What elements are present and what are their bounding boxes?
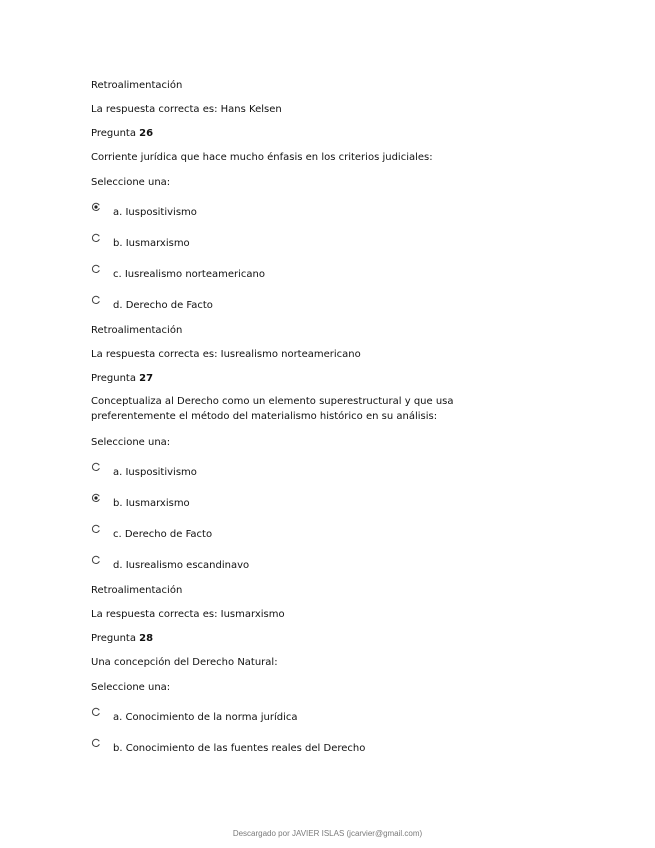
correct-answer-q27: La respuesta correcta es: Iusmarxismo xyxy=(91,609,285,620)
option-label: a. Iuspositivismo xyxy=(113,467,197,478)
option-label: a. Iuspositivismo xyxy=(113,207,197,218)
radio-unchecked-icon[interactable] xyxy=(91,462,101,472)
download-footer: Descargado por JAVIER ISLAS (jcarvier@gmail.com) xyxy=(232,829,423,838)
correct-answer-q26: La respuesta correcta es: Iusrealismo norteamericano xyxy=(91,349,361,360)
option-q26-b[interactable] xyxy=(91,235,391,251)
question-label: Pregunta xyxy=(91,128,136,139)
option-q26-a[interactable] xyxy=(91,204,391,220)
option-q27-d[interactable] xyxy=(91,557,391,573)
question-label: Pregunta xyxy=(91,373,136,384)
feedback-label-q25: Retroalimentación xyxy=(91,80,183,91)
option-label: b. Iusmarxismo xyxy=(113,238,190,249)
option-label: b. Iusmarxismo xyxy=(113,498,190,509)
radio-unchecked-icon[interactable] xyxy=(91,524,101,534)
radio-checked-icon[interactable] xyxy=(91,493,101,503)
radio-checked-icon[interactable] xyxy=(91,202,101,212)
option-label: b. Conocimiento de las fuentes reales del Derecho xyxy=(113,743,366,754)
option-q26-d[interactable] xyxy=(91,297,391,313)
radio-unchecked-icon[interactable] xyxy=(91,555,101,565)
radio-unchecked-icon[interactable] xyxy=(91,233,101,243)
option-q28-b[interactable] xyxy=(91,740,391,756)
radio-unchecked-icon[interactable] xyxy=(91,264,101,274)
feedback-label-q26: Retroalimentación xyxy=(91,325,183,336)
radio-unchecked-icon[interactable] xyxy=(91,738,101,748)
option-label: c. Iusrealismo norteamericano xyxy=(113,269,265,280)
question-number: 28 xyxy=(139,633,154,644)
option-label: d. Iusrealismo escandinavo xyxy=(113,560,250,571)
option-q27-a[interactable] xyxy=(91,464,391,480)
question-number: 27 xyxy=(139,373,154,384)
question-header-q27 xyxy=(91,372,153,385)
correct-answer-q25: La respuesta correcta es: Hans Kelsen xyxy=(91,104,282,115)
select-prompt-q26: Seleccione una: xyxy=(91,177,171,188)
feedback-label-q27: Retroalimentación xyxy=(91,585,183,596)
select-prompt-q28: Seleccione una: xyxy=(91,682,171,693)
option-q27-b[interactable] xyxy=(91,495,391,511)
option-label: a. Conocimiento de la norma jurídica xyxy=(113,712,298,723)
option-label: c. Derecho de Facto xyxy=(113,529,213,540)
option-label: d. Derecho de Facto xyxy=(113,300,213,311)
option-q26-c[interactable] xyxy=(91,266,391,282)
question-text-q27: Conceptualiza al Derecho como un elemento superestructural y que usa preferentemente el método del materialismo histórico en su análisis: xyxy=(91,396,454,422)
question-header-q26 xyxy=(91,127,153,140)
select-prompt-q27: Seleccione una: xyxy=(91,437,171,448)
question-label: Pregunta xyxy=(91,633,136,644)
question-header-q28 xyxy=(91,632,153,645)
option-q27-c[interactable] xyxy=(91,526,391,542)
radio-unchecked-icon[interactable] xyxy=(91,295,101,305)
question-text-q28: Una concepción del Derecho Natural: xyxy=(91,657,278,668)
radio-unchecked-icon[interactable] xyxy=(91,707,101,717)
option-q28-a[interactable] xyxy=(91,709,391,725)
question-number: 26 xyxy=(139,128,154,139)
question-text-q26: Corriente jurídica que hace mucho énfasis en los criterios judiciales: xyxy=(91,152,433,163)
